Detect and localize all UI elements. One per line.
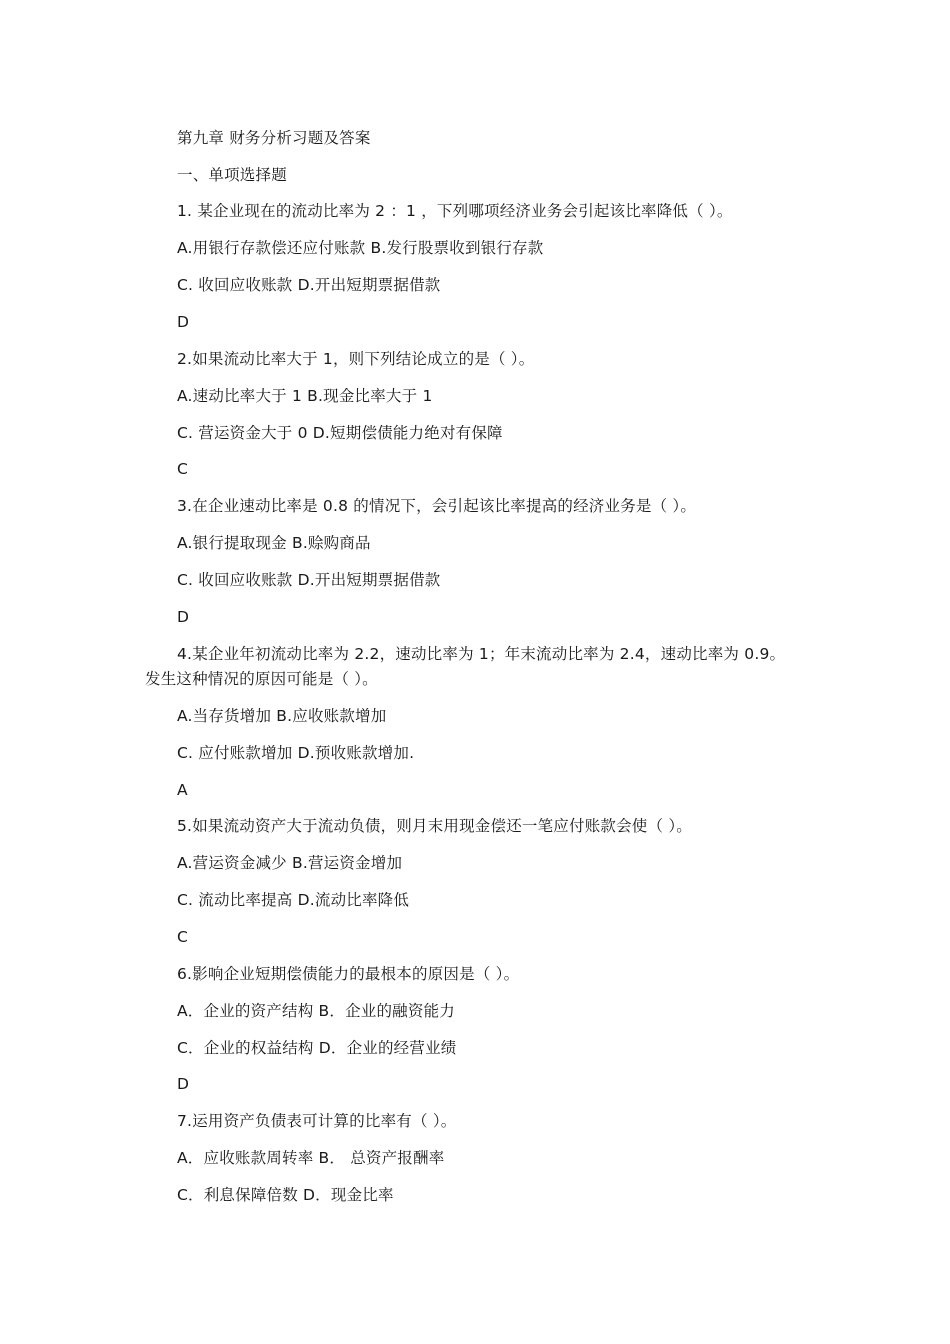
question-3-stem: 3.在企业速动比率是 0.8 的情况下，会引起该比率提高的经济业务是（ ）。	[177, 497, 697, 515]
question-4-stem: 4.某企业年初流动比率为 2.2，速动比率为 1；年末流动比率为 2.4，速动比率为 0.9。	[177, 645, 786, 663]
question-2-answer: C	[177, 460, 189, 478]
question-6-options-ab: A．企业的资产结构 B．企业的融资能力	[177, 1002, 455, 1020]
question-2-options-ab: A.速动比率大于 1 B.现金比率大于 1	[177, 387, 433, 405]
question-3-options-cd: C. 收回应收账款 D.开出短期票据借款	[177, 571, 441, 589]
question-5-options-ab: A.营运资金减少 B.营运资金增加	[177, 854, 403, 872]
question-5-answer: C	[177, 928, 189, 946]
question-1-answer: D	[177, 313, 190, 331]
question-4-options-cd: C. 应付账款增加 D.预收账款增加.	[177, 744, 415, 762]
question-3-answer: D	[177, 608, 190, 626]
question-5-options-cd: C. 流动比率提高 D.流动比率降低	[177, 891, 410, 909]
question-4-stem-continued: 发生这种情况的原因可能是（ ）。	[145, 670, 378, 688]
question-7-stem: 7.运用资产负债表可计算的比率有（ ）。	[177, 1112, 457, 1130]
section-heading: 一、单项选择题	[177, 166, 287, 184]
question-4-options-ab: A.当存货增加 B.应收账款增加	[177, 707, 387, 725]
question-1-options-cd: C. 收回应收账款 D.开出短期票据借款	[177, 276, 441, 294]
question-7-options-ab: A．应收账款周转率 B． 总资产报酬率	[177, 1149, 445, 1167]
chapter-title: 第九章 财务分析习题及答案	[177, 129, 371, 147]
question-1-stem: 1. 某企业现在的流动比率为 2 ：1 ，下列哪项经济业务会引起该比率降低（ ）。	[177, 202, 733, 220]
question-7-options-cd: C．利息保障倍数 D．现金比率	[177, 1186, 394, 1204]
question-6-stem: 6.影响企业短期偿债能力的最根本的原因是（ ）。	[177, 965, 520, 983]
question-2-stem: 2.如果流动比率大于 1，则下列结论成立的是（ ）。	[177, 350, 535, 368]
question-3-options-ab: A.银行提取现金 B.赊购商品	[177, 534, 371, 552]
question-2-options-cd: C. 营运资金大于 0 D.短期偿债能力绝对有保障	[177, 424, 503, 442]
question-5-stem: 5.如果流动资产大于流动负债，则月末用现金偿还一笔应付账款会使（ ）。	[177, 817, 692, 835]
question-6-answer: D	[177, 1075, 190, 1093]
question-6-options-cd: C．企业的权益结构 D．企业的经营业绩	[177, 1039, 457, 1057]
question-1-options-ab: A.用银行存款偿还应付账款 B.发行股票收到银行存款	[177, 239, 544, 257]
question-4-answer: A	[177, 781, 188, 799]
